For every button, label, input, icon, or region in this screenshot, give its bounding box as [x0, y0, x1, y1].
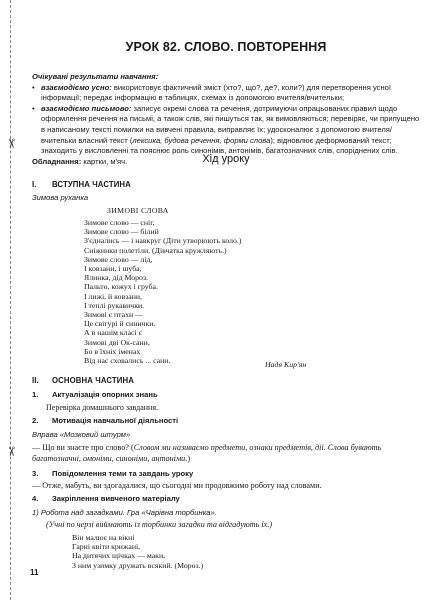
brainstorm-question [32, 442, 420, 464]
subsection-heading [32, 390, 158, 399]
equipment-label: Обладнання: [32, 156, 82, 166]
poem-line: І лижі, й ковзани, [84, 291, 142, 301]
objective-label: взаємодіємо усно: [41, 82, 112, 92]
poem-line: І ковзани, і шуба, [84, 264, 142, 274]
question-text: — Що ви знаєте про слово? ( [32, 443, 134, 452]
subsection-number: 1. [32, 390, 39, 399]
objective-text: ); відновлює деформований текст; знаходить у висловленні та пояснює роль синонімів, антонімів, багатозначних слів, споріднених слів. [41, 135, 398, 156]
answer-text: Словом ми називаємо предмети, ознаки предметів, дії. Слова бувають багатозначні, омоніми, синоніми, антоніми. [32, 443, 382, 463]
poem-line: З'єднались — і навкруг (Діти утворюють коло.) [84, 236, 242, 246]
task-label: 1) Робота над загадками. Гра «Чарівна торбинка». [32, 508, 217, 517]
section-heading-intro [32, 180, 131, 189]
question-text: ) [187, 454, 191, 463]
poem-line: І теплі рукавички. [84, 300, 145, 310]
lesson-title: УРОК 82. СЛОВО. ПОВТОРЕННЯ [125, 40, 327, 54]
cut-line [10, 0, 11, 600]
section-label: ВСТУПНА ЧАСТИНА [52, 180, 131, 189]
warmup-label: Зимова руханка [32, 193, 89, 202]
subsection-heading [32, 416, 178, 425]
poem-author: Надя Кир'ян [265, 360, 307, 369]
objective-label: взаємодіємо письмово: [41, 103, 132, 113]
poem-line: Ялинка, дід Мороз. [84, 273, 148, 283]
objective-item-written [39, 104, 420, 157]
section-number: I. [32, 180, 37, 189]
subsection-number: 3. [32, 469, 39, 478]
scissors-icon: ✂ [3, 446, 18, 457]
objective-text-italic: лексика, будова речення, форми слова [132, 135, 271, 145]
riddle-line: Він малює на вікні [72, 533, 135, 542]
poem-line: Зимові дві Ок-сани, [84, 337, 150, 347]
equipment-text: картки, м'яч. [81, 156, 128, 166]
scissors-icon: ✂ [3, 138, 18, 149]
poem-line: Це свігурі й синички. [84, 319, 156, 329]
task-instruction: (Учні по черзі виймають із торбинки загадки та відгадують їх.) [46, 520, 273, 529]
poem-line: Від нас сховались ... сани. [84, 356, 171, 366]
topic-text: — Отже, мабуть, ви здогадалися, що сьогодні ми продовжимо роботу над словами. [32, 481, 322, 490]
poem-title: ЗИМОВІ СЛОВА [107, 206, 169, 215]
poem-line: Зимове слово — сніг, [84, 218, 155, 227]
section-number: II. [32, 376, 39, 385]
page-number: 11 [30, 568, 39, 577]
poem-line: Пальто, кожух і груба. [84, 282, 158, 292]
poem-line: Зимове слово — лід, [84, 254, 153, 264]
objective-item-oral [39, 83, 420, 104]
objectives-list [32, 83, 420, 157]
riddle-line: Гарні квіти крижані, [72, 542, 141, 552]
subsection-number: 4. [32, 494, 39, 503]
objective-text: записує окремі слова та речення, дотримуючи опрацьованих правил щодо оформлення речення на письмі, а також слів, які пишуться так, як вимовляються; перевіряє, чи припущено в написаному тексті помилки на вивчені правила, виправляє їх; удосконалює з допомогою вчителя/вчительки власний текст ( [41, 103, 420, 145]
objectives-heading: Очікувані результати навчання: [32, 72, 159, 81]
riddle-line: З ним узимку дружать всякий. (Мороз.) [72, 560, 204, 570]
subsection-heading [32, 494, 180, 503]
homework-check-text: Перевірка домашнього завдання. [46, 403, 158, 412]
poem-line: Зимове слово — білий [84, 227, 159, 237]
subsection-label: Мотивація навчальної діяльності [52, 416, 179, 425]
subsection-label: Повідомлення теми та завдань уроку [52, 469, 194, 478]
subsection-heading [32, 469, 193, 478]
course-heading: Хід уроку [202, 153, 250, 165]
section-label: ОСНОВНА ЧАСТИНА [52, 376, 134, 385]
subsection-label: Закріплення вивченого матеріалу [52, 494, 180, 503]
poem-line: А в нашім класі є [84, 328, 142, 338]
objective-text: використовує фактичний зміст (хто?, що?, де?, коли?) для перетворення усної інформації; передає інформацію в таблицях, схемах із допомогою вчителя/вчительки; [41, 82, 392, 103]
section-heading-main [32, 376, 134, 385]
brainstorm-label: Вправа «Мозковий штурм» [32, 430, 131, 439]
subsection-number: 2. [32, 416, 39, 425]
riddle-line: На дитячих щічках — маки, [72, 551, 166, 561]
poem-line: Сніжинки полетіли. (Дівчатка кружляють.) [84, 245, 227, 255]
poem-line: Зимові є птахи — [84, 310, 143, 320]
subsection-label: Актуалізація опорних знань [52, 390, 158, 399]
poem-line: Бо в їхніх іменах [84, 346, 141, 356]
riddle-body [72, 533, 203, 570]
poem-body [84, 218, 241, 365]
